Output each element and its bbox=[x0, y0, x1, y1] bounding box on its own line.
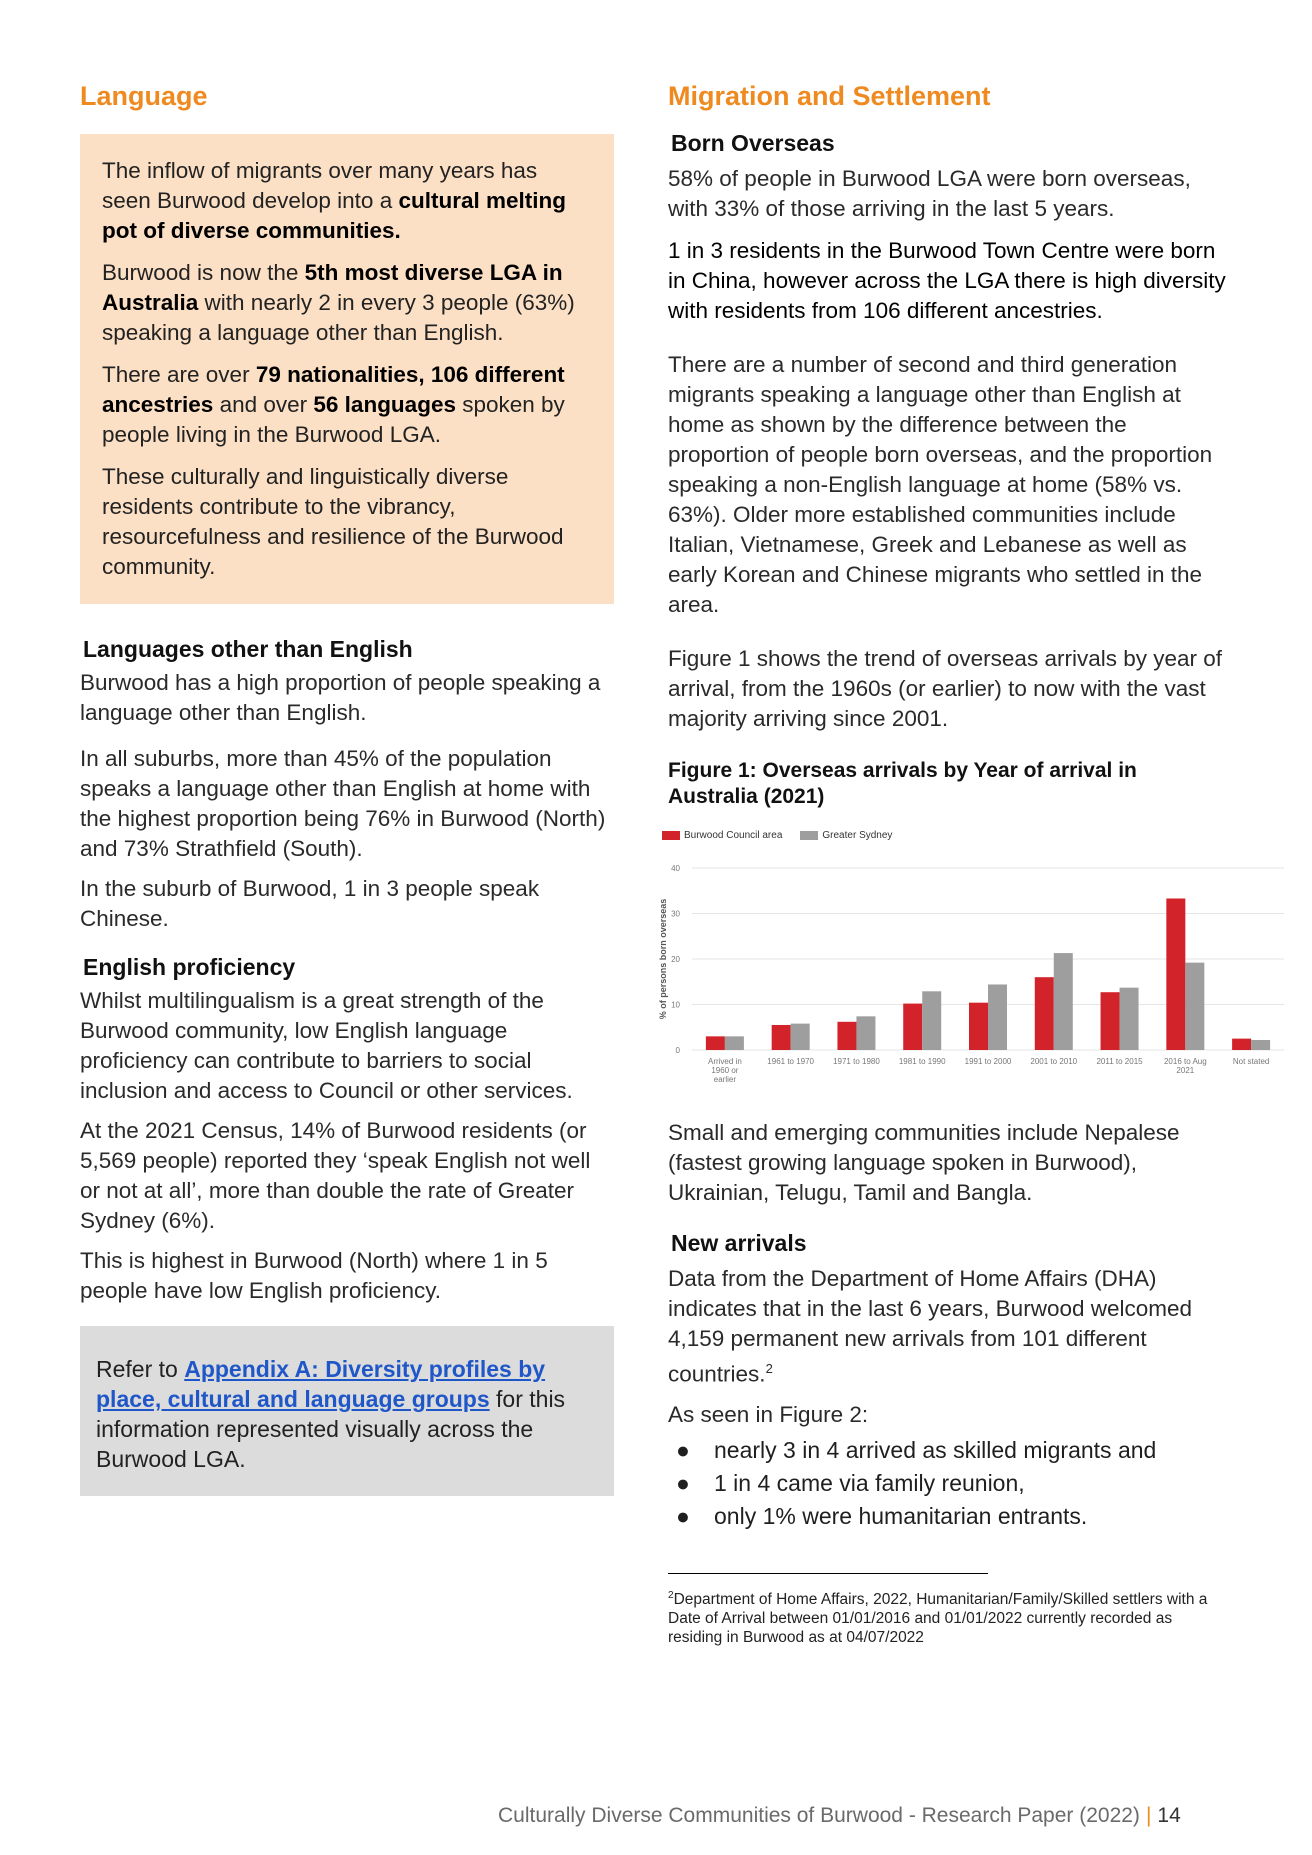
x-tick-label: 2016 to Aug bbox=[1163, 1057, 1207, 1066]
bullet-dot-icon: ● bbox=[676, 1502, 690, 1529]
footnote-rule bbox=[668, 1573, 988, 1574]
bar-greater-sydney bbox=[988, 984, 1007, 1050]
bar-greater-sydney bbox=[1185, 963, 1204, 1050]
footnote bbox=[668, 1586, 1228, 1647]
legend-item-burwood bbox=[662, 830, 782, 841]
small-emerging-paragraph: Small and emerging communities include Nepalese (fastest growing language spoken in Burwood), Ukrainian, Telugu, Tamil and Bangla. bbox=[668, 1120, 1180, 1205]
footnote-number: 2 bbox=[668, 1589, 674, 1601]
ep-paragraph-3: This is highest in Burwood (North) where 1 in 5 people have low English proficiency. bbox=[80, 1248, 548, 1303]
highlight-bold-text: 56 languages bbox=[313, 392, 456, 417]
bullet-dot-icon: ● bbox=[676, 1436, 690, 1463]
born-paragraph-3: There are a number of second and third generation migrants speaking a language other than English at home as shown by the difference between the proportion of people born overseas, and the proportion speaking a non-English language at home (58% vs. 63%). Older more established communities include Italian, Vietnamese, Greek and Lebanese as well as early Korean and Chinese migrants who settled in the area. bbox=[668, 352, 1213, 617]
x-tick-label: 2021 bbox=[1176, 1066, 1195, 1075]
bar-burwood bbox=[837, 1022, 856, 1050]
lote-heading: Languages other than English bbox=[83, 636, 413, 662]
y-tick-label: 0 bbox=[675, 1046, 680, 1055]
english-proficiency-heading: English proficiency bbox=[83, 954, 296, 980]
bar-burwood bbox=[969, 1003, 988, 1050]
x-tick-label: 2001 to 2010 bbox=[1030, 1057, 1078, 1066]
y-tick-label: 40 bbox=[671, 864, 680, 873]
highlight-bold-text: cultural melting pot of diverse communities. bbox=[102, 188, 566, 243]
legend-swatch-burwood bbox=[662, 831, 680, 840]
footnote-text: Department of Home Affairs, 2022, Humanitarian/Family/Skilled settlers with a Date of Arrival between 01/01/2016 and 01/01/2022 currently recorded as residing in Burwood as at 04/07/2022 bbox=[668, 1590, 1208, 1646]
legend-label-burwood: Burwood Council area bbox=[684, 830, 783, 841]
bar-burwood bbox=[903, 1004, 922, 1050]
x-tick-label: 1960 or bbox=[711, 1066, 739, 1075]
figure-1-chart bbox=[654, 820, 1294, 1120]
bar-burwood bbox=[1035, 977, 1054, 1050]
bar-burwood bbox=[772, 1025, 791, 1050]
born-paragraph-4: Figure 1 shows the trend of overseas arrivals by year of arrival, from the 1960s (or earlier) to now with the vast majority arriving since 2001. bbox=[668, 646, 1223, 731]
new-arrivals-text: Data from the Department of Home Affairs (DHA) indicates that in the last 6 years, Burwood welcomed 4,159 permanent new arrivals from 101 different countries. bbox=[668, 1266, 1193, 1387]
y-axis-label: % of persons born overseas bbox=[658, 898, 668, 1020]
bar-greater-sydney bbox=[1251, 1040, 1270, 1050]
legend-label-sydney: Greater Sydney bbox=[822, 830, 893, 841]
new-arrivals-paragraph-1 bbox=[668, 1264, 1228, 1390]
highlight-text: and over bbox=[213, 392, 314, 417]
legend-swatch-sydney bbox=[800, 831, 818, 840]
x-tick-label: 1981 to 1990 bbox=[898, 1057, 946, 1066]
x-tick-label: Arrived in bbox=[707, 1057, 742, 1066]
bar-greater-sydney bbox=[1120, 988, 1139, 1050]
y-tick-label: 20 bbox=[671, 955, 680, 964]
lote-paragraph-3: In the suburb of Burwood, 1 in 3 people speak Chinese. bbox=[80, 876, 540, 931]
highlight-bold-text: 5th most diverse LGA in Australia bbox=[102, 260, 563, 315]
lote-paragraph-2: In all suburbs, more than 45% of the population speaks a language other than English at home with the highest proportion being 76% in Burwood (North) and 73% Strathfield (South). bbox=[80, 746, 606, 861]
bullet-text: nearly 3 in 4 arrived as skilled migrants and bbox=[714, 1436, 1157, 1463]
new-arrivals-heading: New arrivals bbox=[671, 1230, 807, 1256]
bar-greater-sydney bbox=[1054, 953, 1073, 1050]
bar-burwood bbox=[1232, 1039, 1251, 1050]
y-tick-label: 30 bbox=[671, 909, 680, 919]
bullet-text: only 1% were humanitarian entrants. bbox=[714, 1502, 1088, 1529]
appendix-a-link[interactable]: Appendix A: Diversity profiles by place, cultural and language groups bbox=[96, 1356, 546, 1412]
language-highlight-box bbox=[80, 134, 614, 604]
highlight-paragraph bbox=[102, 360, 592, 450]
highlight-bold-text: 79 nationalities, 106 different ancestries bbox=[102, 362, 565, 417]
chart-plot bbox=[654, 820, 1294, 1120]
refer-suffix: for this information represented visually across the Burwood LGA. bbox=[96, 1386, 566, 1472]
page-number: 14 bbox=[1157, 1804, 1181, 1827]
x-tick-label: 1961 to 1970 bbox=[767, 1057, 815, 1066]
bar-greater-sydney bbox=[922, 991, 941, 1050]
left-column bbox=[80, 80, 615, 1496]
bullet-item bbox=[668, 1434, 1228, 1467]
chart-legend bbox=[662, 830, 910, 841]
footer-separator: | bbox=[1145, 1804, 1152, 1827]
right-column bbox=[658, 80, 1270, 1647]
lote-paragraph-1: Burwood has a high proportion of people speaking a language other than English. bbox=[80, 670, 601, 725]
legend-item-sydney bbox=[800, 830, 892, 841]
bullet-item bbox=[668, 1467, 1228, 1500]
bar-burwood bbox=[1101, 992, 1120, 1050]
highlight-text: There are over bbox=[102, 362, 256, 387]
arrivals-bullet-list bbox=[668, 1434, 1228, 1533]
x-tick-label: Not stated bbox=[1232, 1057, 1270, 1066]
bar-burwood bbox=[706, 1036, 725, 1050]
x-tick-label: 1991 to 2000 bbox=[964, 1057, 1012, 1066]
bar-burwood bbox=[1166, 898, 1185, 1050]
highlight-text: Burwood is now the bbox=[102, 260, 305, 285]
refer-prefix: Refer to bbox=[96, 1356, 185, 1382]
ep-paragraph-1: Whilst multilingualism is a great strength of the Burwood community, low English language proficiency can contribute to barriers to social inclusion and access to Council or other services. bbox=[80, 988, 573, 1103]
appendix-reference-text bbox=[96, 1354, 598, 1474]
bar-greater-sydney bbox=[791, 1024, 810, 1050]
born-overseas-heading: Born Overseas bbox=[671, 130, 835, 156]
x-tick-label: earlier bbox=[713, 1075, 737, 1084]
y-tick-label: 10 bbox=[671, 1000, 680, 1010]
bar-greater-sydney bbox=[856, 1016, 875, 1050]
highlight-text: with nearly 2 in every 3 people (63%) speaking a language other than English. bbox=[102, 290, 575, 345]
bullet-text: 1 in 4 came via family reunion, bbox=[714, 1469, 1025, 1496]
bullet-item bbox=[668, 1500, 1228, 1533]
page-footer bbox=[498, 1804, 1181, 1828]
figure-1-title: Figure 1: Overseas arrivals by Year of arrival in Australia (2021) bbox=[668, 759, 1137, 808]
bullet-dot-icon: ● bbox=[676, 1469, 690, 1496]
x-tick-label: 2011 to 2015 bbox=[1096, 1057, 1143, 1066]
bar-greater-sydney bbox=[725, 1036, 744, 1050]
appendix-reference-box bbox=[80, 1326, 614, 1496]
highlight-text: The inflow of migrants over many years has seen Burwood develop into a bbox=[102, 158, 538, 213]
highlight-paragraph bbox=[102, 156, 592, 246]
born-paragraph-1: 58% of people in Burwood LGA were born overseas, with 33% of those arriving in the last 5 years. bbox=[668, 166, 1191, 221]
footer-title: Culturally Diverse Communities of Burwood - Research Paper (2022) bbox=[498, 1804, 1140, 1827]
born-paragraph-2: 1 in 3 residents in the Burwood Town Centre were born in China, however across the LGA there is high diversity with residents from 106 different ancestries. bbox=[668, 238, 1226, 323]
new-arrivals-paragraph-2: As seen in Figure 2: bbox=[668, 1401, 869, 1427]
ep-paragraph-2: At the 2021 Census, 14% of Burwood residents (or 5,569 people) reported they ‘speak English not well or not at all’, more than double the rate of Greater Sydney (6%). bbox=[80, 1118, 591, 1233]
highlight-text: These culturally and linguistically diverse residents contribute to the vibrancy, resourcefulness and resilience of the Burwood community. bbox=[102, 464, 564, 579]
migration-title: Migration and Settlement bbox=[668, 81, 991, 111]
highlight-paragraphs bbox=[102, 156, 592, 582]
highlight-text: spoken by people living in the Burwood LGA. bbox=[102, 392, 565, 447]
footnote-ref: 2 bbox=[765, 1361, 773, 1376]
highlight-paragraph bbox=[102, 258, 592, 348]
x-tick-label: 1971 to 1980 bbox=[833, 1057, 880, 1066]
language-title: Language bbox=[80, 81, 208, 111]
highlight-paragraph bbox=[102, 462, 592, 582]
